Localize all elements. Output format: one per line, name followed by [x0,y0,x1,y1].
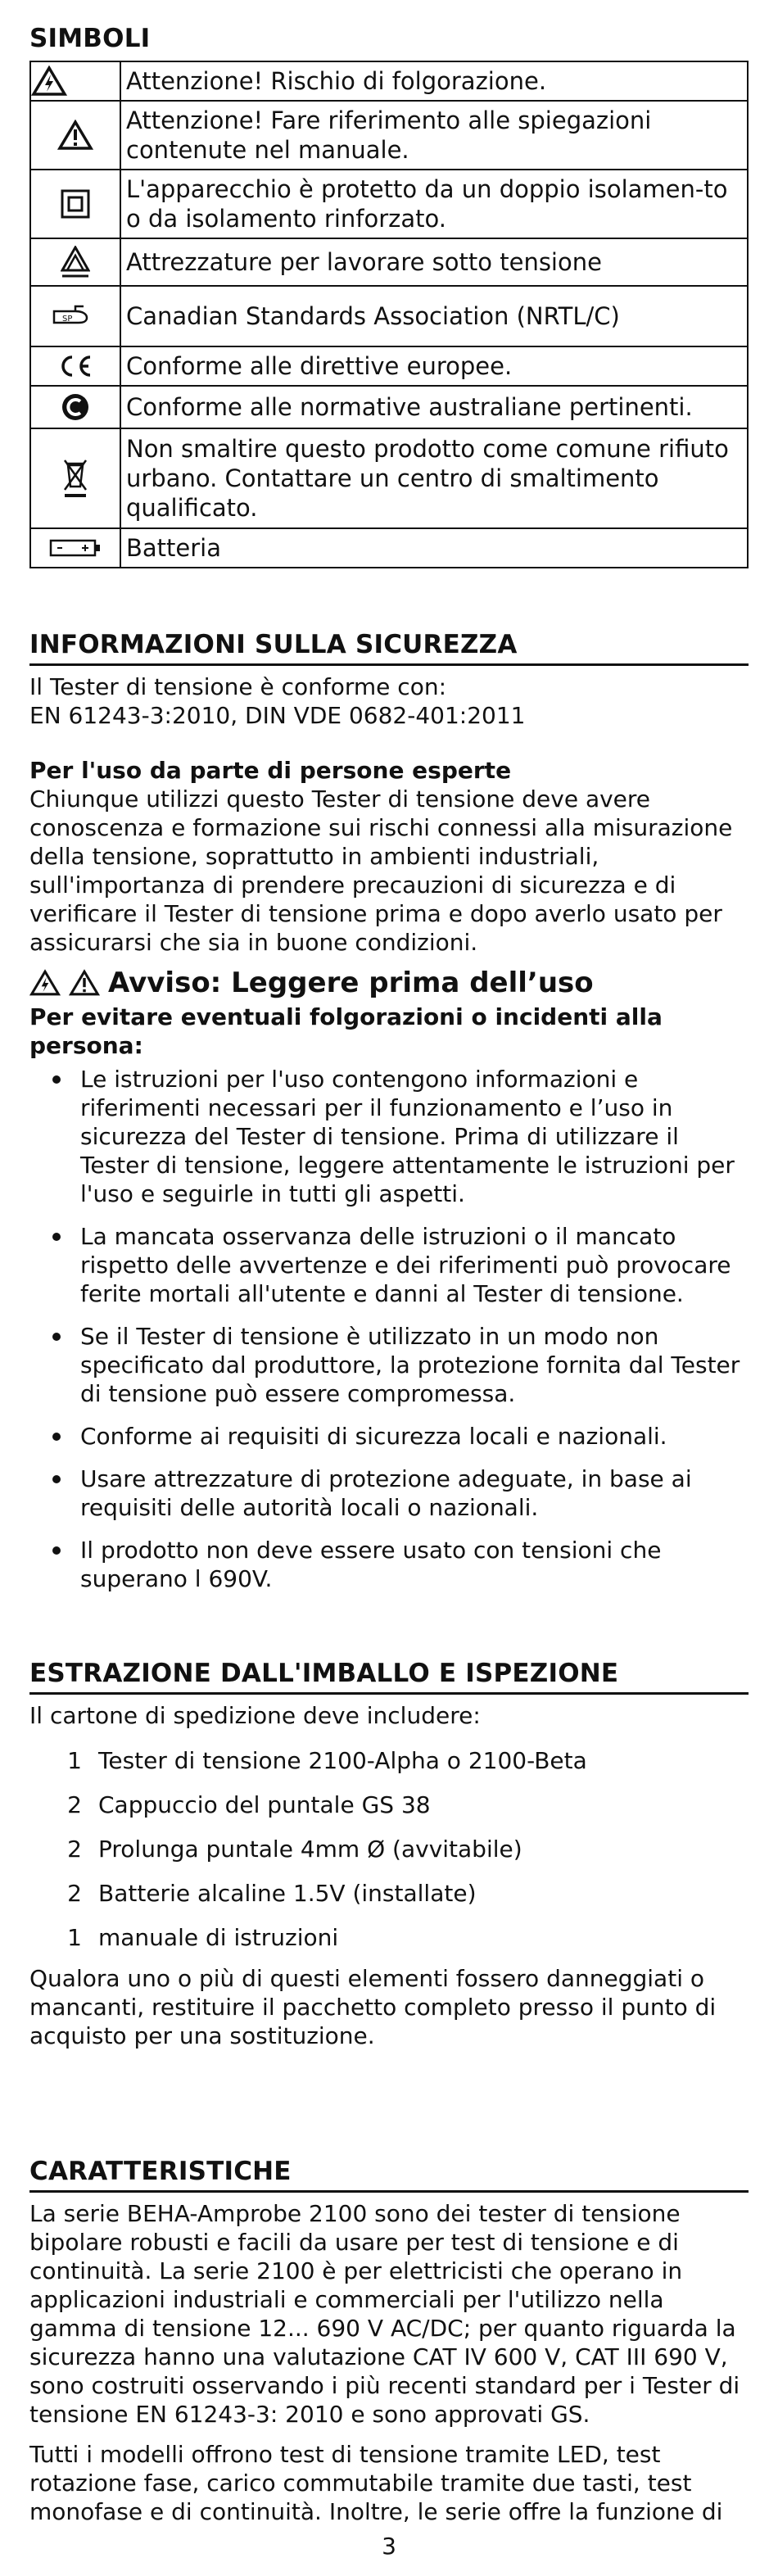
list-item: Usare attrezzature di protezione adeguate, in base ai requisiti delle autorità locali o nazionali. [29,1465,749,1522]
symbols-table [29,61,749,568]
symbol-row [30,528,748,568]
symbol-description: Attenzione! Rischio di folgorazione. [120,61,748,101]
warning-subtitle: Per evitare eventuali folgorazioni o incidenti alla persona: [29,1003,663,1059]
symbols-title: SIMBOLI [29,24,151,53]
double-insulation-icon [31,189,120,219]
safety-bullets [29,1065,749,1593]
warning-triangle-exclamation-icon [31,120,120,151]
symbol-description: Non smaltire questo prodotto come comune rifiuto urbano. Contattare un centro di smaltimento qualificato. [120,428,748,528]
symbol-row [30,101,748,170]
list-item [29,1791,749,1819]
item-description: manuale di istruzioni [98,1924,339,1951]
symbol-row [30,428,748,528]
item-quantity: 1 [67,1747,82,1774]
list-item: Conforme ai requisiti di sicurezza locali e nazionali. [29,1422,749,1451]
item-quantity: 1 [67,1924,82,1951]
list-item: Il prodotto non deve essere usato con tensioni che superano l 690V. [29,1536,749,1593]
warning-heading [29,967,749,999]
c-tick-icon [31,392,120,422]
symbol-row [30,346,748,386]
warning-triangle-lightning-icon [31,66,120,97]
symbol-row [30,61,748,101]
package-contents-list [29,1746,749,1952]
symbol-description: L'apparecchio è protetto da un doppio isolamen-to o da isolamento rinforzato. [120,170,748,238]
symbol-description: Conforme alle direttive europee. [120,346,748,386]
item-quantity: 2 [67,1791,82,1818]
symbol-row [30,286,748,346]
unpacking-section [29,1658,749,2050]
features-title: CARATTERISTICHE [29,2156,749,2193]
expert-use-heading: Per l'uso da parte di persone esperte [29,757,512,784]
weee-bin-icon [31,457,120,500]
page-number: 3 [382,2533,396,2560]
symbol-row [30,170,748,238]
list-item: La mancata osservanza delle istruzioni o il mancato rispetto delle avvertenze e dei riferimenti può provocare ferite mortali all'utente e danni al Tester di tensione. [29,1222,749,1308]
warning-triangle-exclamation-icon [69,969,100,997]
symbol-description: Batteria [120,528,748,568]
features-section [29,2156,749,2526]
expert-use-text: Chiunque utilizzi questo Tester di tensione deve avere conoscenza e formazione sui rischi connessi alla misurazione della tensione, soprattutto in ambienti industriali, sull'importanza di prendere precauzioni di sicurezza e di verificare il Tester di tensione prima e dopo averlo usato per assicurarsi che sia in buone condizioni. [29,785,733,956]
symbols-section [29,23,749,568]
symbol-row [30,238,748,286]
symbol-description: Canadian Standards Association (NRTL/C) [120,286,748,346]
unpacking-title: ESTRAZIONE DALL'IMBALLO E ISPEZIONE [29,1658,749,1695]
features-paragraph-1: La serie BEHA-Amprobe 2100 sono dei tester di tensione bipolare robusti e facili da usare per test di tensione e di continuità. La serie 2100 è per elettricisti che operano in applicazioni industriali e commerciali per l'utilizzo nella gamma di tensione 12... 690 V AC/DC; per quanto riguarda la sicurezza hanno una valutazione CAT IV 600 V, CAT III 690 V, sono costruiti osservando i più recenti standard per i Tester di tensione EN 61243-3: 2010 e sono approvati GS. [29,2200,740,2428]
warning-triangle-lightning-icon [29,969,61,997]
list-item [29,1746,749,1775]
features-paragraph-2: Tutti i modelli offrono test di tensione tramite LED, test rotazione fase, carico commutabile tramite due tasti, test monofase e di continuità. Inoltre, le serie offre la funzione di [29,2441,723,2525]
list-item: Le istruzioni per l'uso contengono informazioni e riferimenti necessari per il funzionamento e l’uso in sicurezza del Tester di tensione. Prima di utilizzare il Tester di tensione, leggere attentamente le istruzioni per l'uso e seguirle in tutti gli aspetti. [29,1065,749,1208]
list-item [29,1835,749,1863]
item-description: Tester di tensione 2100-Alpha o 2100-Beta [98,1747,587,1774]
live-work-triangle-icon [31,246,120,278]
symbol-description: Conforme alle normative australiane pertinenti. [120,386,748,428]
safety-section [29,629,749,1607]
item-description: Prolunga puntale 4mm Ø (avvitabile) [98,1836,522,1863]
symbol-description: Attrezzature per lavorare sotto tensione [120,238,748,286]
svg-text:SP: SP [62,315,73,324]
csa-mark-icon [31,303,120,329]
item-quantity: 2 [67,1880,82,1907]
unpacking-outro: Qualora uno o più di questi elementi fossero danneggiati o mancanti, restituire il pacchetto completo presso il punto di acquisto per una sostituzione. [29,1965,717,2049]
list-item [29,1879,749,1908]
symbol-description: Attenzione! Fare riferimento alle spiegazioni contenute nel manuale. [120,101,748,170]
list-item: Se il Tester di tensione è utilizzato in un modo non specificato dal produttore, la protezione fornita dal Tester di tensione può essere compromessa. [29,1322,749,1408]
unpacking-intro: Il cartone di spedizione deve includere: [29,1702,481,1729]
symbol-row [30,386,748,428]
safety-title: INFORMAZIONI SULLA SICUREZZA [29,629,749,666]
warning-title: Avviso: Leggere prima dell’uso [108,967,594,999]
conformity-line-2: EN 61243-3:2010, DIN VDE 0682-401:2011 [29,702,526,729]
ce-mark-icon [31,354,120,378]
item-description: Batterie alcaline 1.5V (installate) [98,1880,477,1907]
item-quantity: 2 [67,1836,82,1863]
item-description: Cappuccio del puntale GS 38 [98,1791,431,1818]
list-item [29,1923,749,1952]
conformity-line-1: Il Tester di tensione è conforme con: [29,673,447,700]
battery-icon [31,538,120,558]
